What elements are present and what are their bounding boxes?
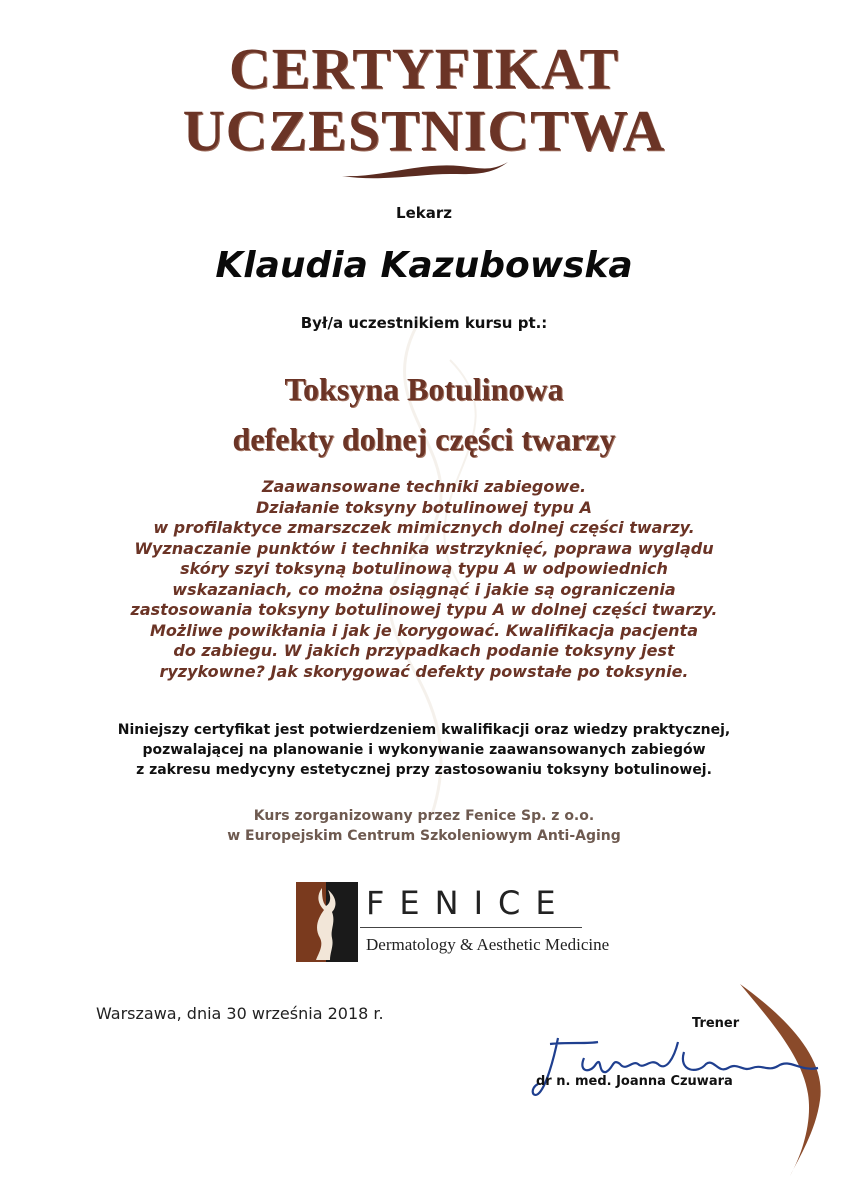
description-line: zastosowania toksyny botulinowej typu A w dolnej części twarzy. <box>130 600 718 619</box>
course-title-line2: defekty dolnej części twarzy <box>232 421 616 457</box>
certification-statement <box>0 720 848 780</box>
logo-wordmark: FENICE <box>366 884 571 922</box>
place-date: Warszawa, dnia 30 września 2018 r. <box>96 1004 384 1023</box>
trainer-label: Trener <box>692 1016 740 1031</box>
title-swash-icon <box>340 158 510 182</box>
organizer-line: w Europejskim Centrum Szkoleniowym Anti-Aging <box>227 828 621 844</box>
participated-text: Był/a uczestnikiem kursu pt.: <box>300 314 548 332</box>
description-line: ryzykowne? Jak skorygować defekty powstałe po toksynie. <box>159 661 689 681</box>
description-line: Możliwe powikłania i jak je korygować. Kwalifikacja pacjenta <box>150 620 698 640</box>
participant-name: Klaudia Kazubowska <box>215 245 633 286</box>
description-line: Działanie toksyny botulinowej typu A <box>256 497 592 517</box>
fenice-figure-icon <box>296 882 358 962</box>
trainer-name: dr n. med. Joanna Czuwara <box>536 1074 733 1089</box>
logo-divider <box>360 927 582 928</box>
organizer-statement <box>0 806 848 846</box>
fenice-logo <box>296 882 610 962</box>
description-line: w profilaktyce zmarszczek mimicznych dolnej części twarzy. <box>153 518 695 537</box>
logo-subtitle: Dermatology & Aesthetic Medicine <box>366 935 610 954</box>
certificate-title-line1: CERTYFIKAT <box>228 36 620 101</box>
trainer-signature-icon <box>528 1028 828 1118</box>
role-label: Lekarz <box>396 204 452 222</box>
course-title-line1: Toksyna Botulinowa <box>284 371 564 407</box>
course-description <box>0 477 848 682</box>
certification-line: Niniejszy certyfikat jest potwierdzeniem kwalifikacji oraz wiedzy praktycznej, <box>117 722 731 738</box>
description-line: Wyznaczanie punktów i technika wstrzyknięć, poprawa wyglądu <box>134 538 714 558</box>
description-line: Zaawansowane techniki zabiegowe. <box>261 477 587 496</box>
description-line: do zabiegu. W jakich przypadkach podanie toksyny jest <box>173 641 675 660</box>
certification-line: z zakresu medycyny estetycznej przy zastosowaniu toksyny botulinowej. <box>136 762 712 778</box>
organizer-line: Kurs zorganizowany przez Fenice Sp. z o.o. <box>253 808 595 824</box>
description-line: wskazaniach, co można osiągnąć i jakie są ograniczenia <box>172 579 676 599</box>
certificate-title-line2: UCZESTNICTWA <box>182 98 666 163</box>
description-line: skóry szyi toksyną botulinową typu A w odpowiednich <box>180 559 668 578</box>
certification-line: pozwalającej na planowanie i wykonywanie zaawansowanych zabiegów <box>142 742 706 758</box>
